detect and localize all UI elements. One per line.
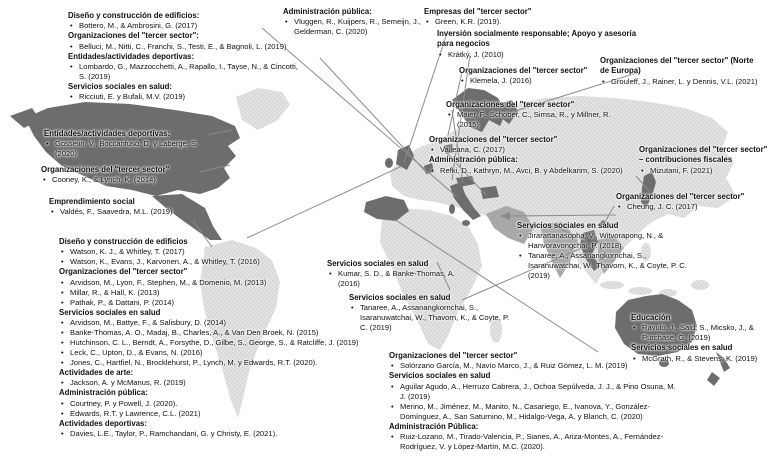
- citation-block: [459, 66, 609, 86]
- citation-text: Lombardo, G., Mazzocchetti, A., Rapallo, I., Tayse, N., & Cincotti, S. (2019): [79, 61, 298, 81]
- category-heading: Servicios sociales en salud: [349, 293, 451, 302]
- category-heading: Administración pública:: [59, 388, 148, 398]
- bullet-icon: •: [61, 257, 64, 267]
- bullet-icon: •: [70, 61, 73, 71]
- citation-text: Leck, C., Upton, D., & Evans, N. (2016): [70, 347, 203, 357]
- citation-text: Watson, K. J., & Whitley, T. (2017): [70, 247, 185, 257]
- citation-block: [517, 221, 689, 281]
- category-heading: Actividades de arte:: [59, 368, 134, 377]
- leader-line: [320, 58, 427, 173]
- citation-item: [68, 42, 300, 52]
- category-heading: Organizaciones del "tercer sector": [41, 165, 170, 174]
- citation-text: Grouleff, J., Rainer, L. y Dennis, V.L. (2021): [611, 76, 758, 86]
- citation-text: Belluci, M., Nitti, C., Franchi, S., Testi, E., & Bagnoli, L. (2019): [79, 41, 287, 51]
- citation-item: [59, 278, 359, 288]
- bullet-icon: •: [61, 287, 64, 297]
- citation-text: McGrath, R., & Stevens, K. (2019): [642, 353, 758, 363]
- citation-item: [59, 247, 359, 257]
- citation-item: [44, 139, 212, 159]
- category-heading: Administración pública:: [429, 155, 518, 165]
- citation-block: [446, 100, 614, 130]
- category-heading: Diseño y construcción de edificios: [59, 237, 188, 246]
- category-heading: Administración Pública:: [389, 421, 479, 431]
- citation-text: Kumar, S. D., & Banke-Thomas, A. (2016): [338, 269, 455, 289]
- citation-text: Aguilar Agudo, A., Herruzo Cabrera, J., Ochoa Sepúlveda, J. J., & Pino Osuna, M. J. (2019): [400, 381, 676, 401]
- citation-text: Arvidson, M., Battye, F., & Salisbury, D. (2014): [70, 317, 227, 327]
- citation-item: [517, 231, 689, 251]
- country-ireland: [385, 158, 393, 168]
- citation-item: [59, 378, 359, 388]
- citation-block: [44, 129, 212, 159]
- citation-item: [59, 358, 359, 368]
- citation-text: Edwards, R.T. y Lawrence, C.L. (2021): [70, 408, 201, 418]
- citation-text: Bottero, M., & Ambrosini, G. (2017): [79, 21, 198, 31]
- bullet-icon: •: [602, 76, 605, 86]
- citation-text: Pathak, P., & Dattani, P. (2014): [70, 297, 174, 307]
- citation-text: Klemela, J. (2016): [470, 76, 532, 86]
- category-heading: Servicios sociales en salud: [631, 343, 733, 353]
- citation-item: [59, 348, 359, 358]
- citation-block: [327, 259, 472, 289]
- citation-text: Hutchinson, C. L., Berndt, A., Forsythe, D., Gilbe, S., George, S., & Ratcliffe, J. (2019): [70, 337, 359, 347]
- category-heading: Administración pública:: [283, 7, 372, 16]
- bullet-icon: •: [46, 139, 49, 149]
- citation-block: [349, 293, 514, 333]
- category-heading: Organizaciones del "tercer sector" (Norte de Europa): [600, 56, 754, 76]
- citation-item: [68, 62, 300, 82]
- category-heading: Empresas del "tercer sector": [424, 7, 532, 16]
- landmass-new-guinea: [691, 280, 709, 290]
- citation-text: Gosselin, V., Boccanfuso, D. y Laberge, S. (2020): [55, 139, 199, 159]
- citation-item: [616, 202, 746, 212]
- category-heading: Inversión socialmente responsable; Apoyo y asesoría para negocios: [437, 29, 637, 49]
- citation-text: Mizutani, F. (2021): [650, 165, 713, 175]
- citation-text: Merino, M., Jiménez, M., Manito, N., Casariego, E., Ivanova, Y., González-Domínguez, A., San Saturnino, M., Hidalgo-Vega, A. y Blanch, C. (2020): [400, 401, 650, 421]
- citation-block: [389, 351, 679, 452]
- bullet-icon: •: [70, 41, 73, 51]
- citation-text: Jackson, A. y McManus, R. (2019): [70, 378, 186, 388]
- citation-block: [424, 7, 574, 27]
- bullet-icon: •: [448, 110, 451, 120]
- bullet-icon: •: [61, 408, 64, 418]
- citation-text: Valdés, F., Saavedra, M.L. (2019): [60, 207, 173, 217]
- citation-item: [389, 402, 679, 422]
- category-heading: Organizaciones del "tercer sector": [616, 192, 745, 201]
- bullet-icon: •: [391, 381, 394, 391]
- category-heading: Emprendimiento social: [49, 197, 135, 206]
- citation-text: Tanaree, A., Assanangkornchai, S., Isaranuwatchai, W., Thavorn, K., & Coyte, P. C. (2019): [528, 251, 687, 281]
- citation-item: [446, 110, 614, 130]
- bullet-icon: •: [618, 202, 621, 212]
- citation-text: Cooney, K., & Lynch, K. (2014): [52, 175, 156, 185]
- citation-item: [327, 269, 472, 289]
- citation-text: Vaileana, C. (2017): [440, 145, 505, 155]
- citation-item: [429, 145, 625, 155]
- citation-item: [639, 166, 772, 176]
- citation-item: [59, 409, 359, 419]
- citation-item: [429, 166, 625, 176]
- citation-text: Jones, C., Hartfiel, N., Brocklehurst, P., Lynch, M. y Edwards, R.T. (2020).: [70, 357, 318, 367]
- citation-text: Green, K.R. (2019).: [435, 17, 502, 27]
- bullet-icon: •: [519, 251, 522, 261]
- citation-item: [41, 175, 201, 185]
- category-heading: Servicios sociales en salud: [59, 307, 161, 317]
- citation-text: Watson, K., Evans, J., Karvonen, A., & Whitley, T. (2016): [70, 257, 260, 267]
- bullet-icon: •: [431, 165, 434, 175]
- bullet-icon: •: [70, 92, 73, 102]
- citation-item: [600, 77, 762, 87]
- bullet-icon: •: [43, 175, 46, 185]
- bullet-icon: •: [61, 327, 64, 337]
- citation-text: Krátký, J. (2010): [448, 49, 504, 59]
- bullet-icon: •: [519, 231, 522, 241]
- category-heading: Organizaciones del "tercer sector": [389, 351, 518, 360]
- bullet-icon: •: [426, 17, 429, 27]
- bullet-icon: •: [61, 398, 64, 408]
- citation-text: Jirarattanasopha, V., Witvorapong, N., & Hanvoravongchai, P. (2018): [528, 231, 664, 251]
- category-heading: Organizaciones del "tercer sector" – contribuciones fiscales: [639, 145, 768, 165]
- citation-text: Courtney, P. y Powell, J. (2020).: [70, 398, 178, 408]
- citation-block: [616, 192, 746, 212]
- citation-item: [424, 17, 574, 27]
- bullet-icon: •: [391, 431, 394, 441]
- landmass-indonesia: [600, 281, 624, 289]
- bullet-icon: •: [329, 269, 332, 279]
- landmass-indonesia: [628, 287, 652, 295]
- bullet-icon: •: [461, 76, 464, 86]
- bullet-icon: •: [61, 297, 64, 307]
- bullet-icon: •: [70, 21, 73, 31]
- citation-item: [631, 354, 769, 364]
- citation-text: Arvidson, M., Lyon, F., Stephen, M., & Domenio, M. (2013): [70, 277, 267, 287]
- citation-block: [59, 237, 359, 439]
- citation-block: [437, 29, 647, 60]
- category-heading: Servicios sociales en salud: [517, 221, 619, 230]
- category-heading: Servicios sociales en salud:: [68, 81, 173, 91]
- bullet-icon: •: [391, 401, 394, 411]
- category-heading: Organizaciones del "tercer sector":: [68, 31, 199, 41]
- category-heading: Entidades/actividades deportivas:: [68, 51, 195, 61]
- bullet-icon: •: [391, 361, 394, 371]
- bullet-icon: •: [61, 247, 64, 257]
- category-heading: Organizaciones del "tercer sector": [446, 100, 575, 109]
- citation-text: Maier, F., Schober, C., Simsa, R., y Millner, R. (2015): [457, 110, 611, 130]
- category-heading: Organizaciones del "tercer sector": [429, 135, 558, 144]
- bullet-icon: •: [61, 277, 64, 287]
- citation-text: Ruiz-Lozano, M., Tirado-Valencia, P., Sianes, A., Ariza-Montes, A., Fernández-Rodríguez, V. y López-Martín, M.C. (2020).: [400, 431, 664, 451]
- citation-item: [59, 328, 359, 338]
- category-heading: Entidades/actividades deportivas:: [44, 129, 171, 138]
- category-heading: Organizaciones del "tercer sector": [59, 267, 188, 277]
- citation-block: [639, 145, 772, 176]
- citation-block: [631, 313, 769, 364]
- citation-item: [59, 288, 359, 298]
- citation-item: [389, 382, 679, 402]
- citation-text: Refki, D., Kathryn, M., Avci, B. y Abdelkarim, S. (2020): [440, 165, 623, 175]
- citation-text: Tanaree, A., Assanangkornchai, S., Isaranuwatchai, W., Thavorn, K., & Coyte, P. C. (2019): [360, 303, 510, 333]
- citation-text: Solórzano García, M., Navío Marco, J., & Ruiz Gómez, L. M. (2019): [400, 361, 628, 371]
- citation-item: [59, 318, 359, 328]
- country-italy-sardinia: [449, 204, 455, 214]
- citation-block: [429, 135, 625, 176]
- bullet-icon: •: [633, 353, 636, 363]
- citation-item: [59, 429, 359, 439]
- citation-item: [59, 338, 359, 348]
- country-new-zealand: [707, 372, 720, 386]
- category-heading: Servicios sociales en salud: [389, 371, 491, 381]
- bullet-icon: •: [61, 357, 64, 367]
- bullet-icon: •: [431, 145, 434, 155]
- category-heading: Diseño y construcción de edificios:: [68, 11, 200, 20]
- category-heading: Organizaciones del "tercer sector": [459, 66, 588, 75]
- citation-item: [49, 207, 199, 217]
- citation-text: Millar, R., & Hall, K. (2013): [70, 287, 160, 297]
- citation-item: [349, 303, 514, 333]
- citation-item: [517, 251, 689, 281]
- citation-block: [49, 197, 199, 217]
- category-heading: Educación: [631, 313, 671, 322]
- citation-block: [68, 11, 300, 102]
- category-heading: Servicios sociales en salud: [327, 259, 429, 268]
- citation-item: [59, 257, 359, 267]
- citation-text: Ravulo, J., Said, S., Micsko, J., & Purchase, G. (2019): [642, 323, 754, 343]
- bullet-icon: •: [61, 347, 64, 357]
- citation-item: [68, 92, 300, 102]
- bullet-icon: •: [633, 323, 636, 333]
- bullet-icon: •: [285, 17, 288, 27]
- bullet-icon: •: [439, 49, 442, 59]
- category-heading: Actividades deportivas:: [59, 418, 147, 428]
- citation-text: Cheung, J. C. (2017): [627, 202, 698, 212]
- bullet-icon: •: [51, 207, 54, 217]
- citation-item: [459, 76, 609, 86]
- bullet-icon: •: [61, 428, 64, 438]
- citation-item: [631, 323, 769, 343]
- citation-text: Ricciuti, E. y Bufali, M.V. (2019): [79, 92, 186, 102]
- bullet-icon: •: [351, 303, 354, 313]
- country-italy-sicily: [462, 220, 470, 226]
- citation-block: [600, 56, 762, 87]
- bullet-icon: •: [61, 337, 64, 347]
- citation-text: Banke-Thomas, A. O., Madaj, B., Charles, A., & Van Den Broek, N. (2015): [70, 327, 319, 337]
- citation-block: [41, 165, 201, 185]
- bullet-icon: •: [61, 378, 64, 388]
- citation-item: [59, 399, 359, 409]
- country-romania: [480, 186, 499, 199]
- citation-item: [59, 298, 359, 308]
- bullet-icon: •: [61, 317, 64, 327]
- citation-text: Vluggen, R., Kuijpers, R., Semeijn, J., Gelderman, C. (2020): [294, 17, 422, 37]
- citation-item: [68, 21, 300, 31]
- citation-item: [389, 432, 679, 452]
- bullet-icon: •: [641, 165, 644, 175]
- citation-text: Davies, L.E., Taylor, P., Ramchandani, G. y Christy, E. (2021).: [70, 428, 278, 438]
